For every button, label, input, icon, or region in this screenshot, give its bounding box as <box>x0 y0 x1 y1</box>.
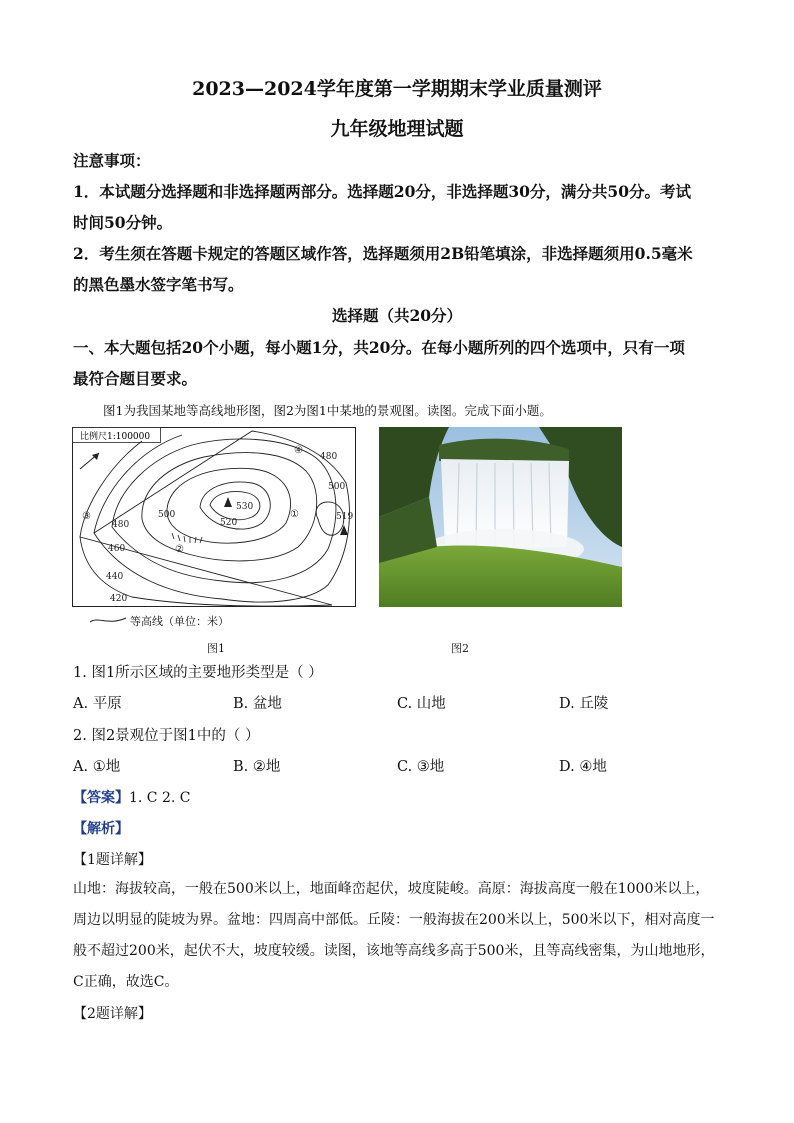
analysis-tag: 【解析】 <box>73 821 129 837</box>
detail1-line: C正确，故选C。 <box>73 974 179 990</box>
notice-item2-line1: 2．考生须在答题卡规定的答题区域作答，选择题须用2B铅笔填涂，非选择题须用0.5毫米 <box>73 244 693 263</box>
label-460: 460 <box>108 544 126 554</box>
label-500-a: 500 <box>158 510 176 520</box>
notice-item1-line2: 时间50分钟。 <box>73 213 173 232</box>
answer-tag: 【答案】 <box>73 790 129 806</box>
marker-3: ③ <box>82 511 91 522</box>
marker-1: ① <box>290 509 299 520</box>
label-480-b: 480 <box>320 452 338 462</box>
marker-2: ② <box>175 544 184 555</box>
answer-line <box>73 787 191 807</box>
q1-option-c[interactable]: C. 山地 <box>397 696 446 712</box>
detail1-line: 般不超过200米，起伏不大，坡度较缓。读图，该地等高线多高于500米，且等高线密集，为山地地形， <box>73 943 715 959</box>
question-intro: 图1为我国某地等高线地形图，图2为图1中某地的景观图。读图。完成下面小题。 <box>103 403 552 418</box>
label-519: 519 <box>336 512 354 522</box>
q2-option-d[interactable]: D. ④地 <box>559 759 607 775</box>
label-480-a: 480 <box>112 520 130 530</box>
notice-item1-line1: 1．本试题分选择题和非选择题两部分。选择题20分，非选择题30分，满分共50分。考试 <box>73 182 691 201</box>
label-420: 420 <box>110 594 128 604</box>
figure1-caption: 图1 <box>207 642 225 655</box>
q2-option-b[interactable]: B. ②地 <box>233 759 281 775</box>
answer-text: 1. C 2. C <box>129 790 191 806</box>
exam-title: 2023—2024学年度第一学期期末学业质量测评 <box>192 78 602 100</box>
label-500-b: 500 <box>328 482 346 492</box>
section-instruction-line2: 最符合题目要求。 <box>73 369 198 388</box>
detail1-paragraph <box>73 874 723 998</box>
notice-item2-line2: 的黑色墨水签字笔书写。 <box>73 275 244 294</box>
legend-line-icon <box>88 614 128 626</box>
q1-option-a[interactable]: A. 平原 <box>73 696 122 712</box>
waterfall-photo <box>379 427 622 607</box>
q1-option-b[interactable]: B. 盆地 <box>233 696 282 712</box>
marker-4: ④ <box>294 445 303 456</box>
detail1-tag: 【1题详解】 <box>73 852 152 868</box>
figure2-caption: 图2 <box>451 642 469 655</box>
notice-heading: 注意事项： <box>73 151 151 170</box>
section-title: 选择题（共20分） <box>331 306 463 325</box>
detail1-line: 山地：海拔较高，一般在500米以上，地面峰峦起伏，坡度陡峻。高原：海拔高度一般在1000米以上， <box>73 881 710 897</box>
map-scale: 比例尺1:100000 <box>80 432 151 442</box>
detail2-tag: 【2题详解】 <box>73 1006 152 1022</box>
contour-map <box>72 427 356 607</box>
label-530: 530 <box>236 502 254 512</box>
q2-stem: 2. 图2景观位于图1中的（ ） <box>73 728 260 744</box>
q1-stem: 1. 图1所示区域的主要地形类型是（ ） <box>73 665 323 681</box>
label-440: 440 <box>106 572 124 582</box>
q2-option-a[interactable]: A. ①地 <box>73 759 121 775</box>
label-520: 520 <box>220 518 238 528</box>
exam-subtitle: 九年级地理试题 <box>330 118 464 140</box>
detail1-line: 周边以明显的陡坡为界。盆地：四周高中部低。丘陵：一般海拔在200米以上，500米以下，相对高度一 <box>73 912 715 928</box>
section-instruction-line1: 一、本大题包括20个小题，每小题1分，共20分。在每小题所列的四个选项中，只有一项 <box>73 338 685 357</box>
q2-option-c[interactable]: C. ③地 <box>397 759 445 775</box>
map-legend: 等高线（单位：米） <box>130 615 229 628</box>
q1-option-d[interactable]: D. 丘陵 <box>559 696 609 712</box>
